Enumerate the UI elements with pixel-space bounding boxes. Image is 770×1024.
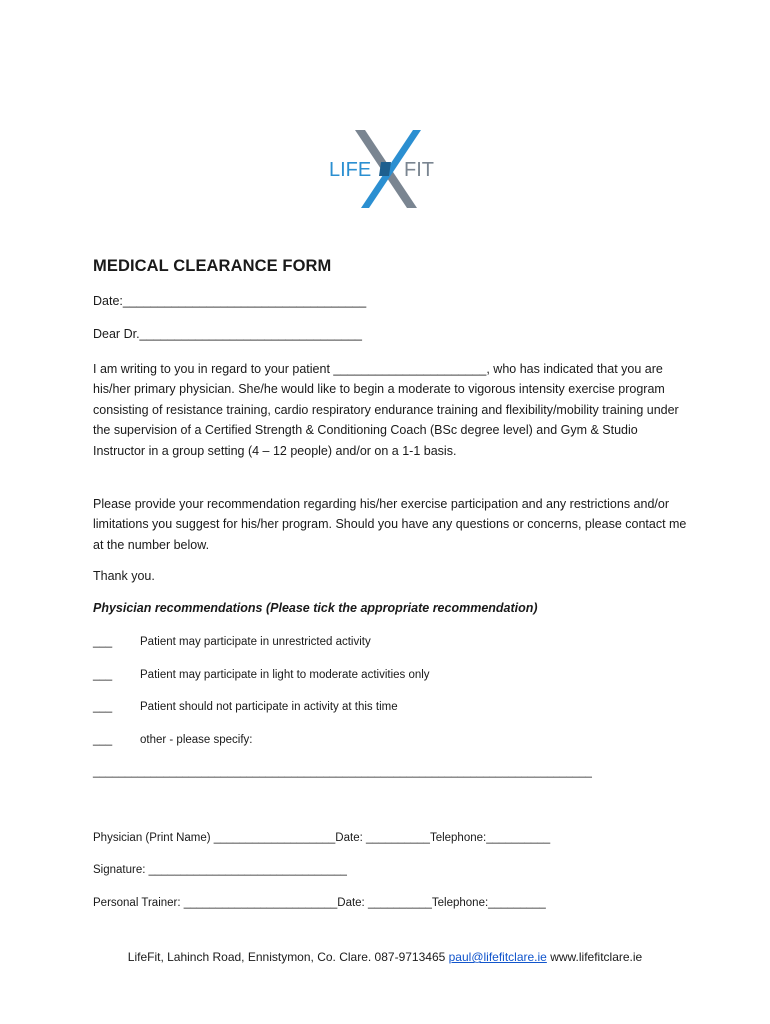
footer-website: www.lifefitclare.ie (546, 950, 643, 964)
lifefit-logo (325, 128, 445, 210)
option-blank: ___ (93, 636, 113, 648)
intro-paragraph-text: I am writing to you in regard to your patient ______________________, who has indicated that you are his/her primary physician. She/he would like to begin a moderate to vigorous intensity exercise program consisting of resistance training, cardio respiratory endurance training and flexibility/mobility training under the supervision of a Certified Strength & Conditioning Coach (BSc degree level) and Gym & Studio Instructor in a group setting (4 – 12 people) and/or on a 1-1 basis. (93, 362, 679, 458)
recommendations-heading: Physician recommendations (Please tick the appropriate recommendation) (93, 601, 538, 615)
option-blank: ___ (93, 701, 113, 713)
option-other (93, 734, 253, 746)
footer-address: LifeFit, Lahinch Road, Ennistymon, Co. Clare. 087-9713465 (127, 950, 449, 964)
option-label: Patient may participate in light to moderate activities only (140, 669, 430, 681)
logo-text-fit: FIT (404, 159, 434, 181)
footer-email-link[interactable]: paul@lifefitclare.ie (448, 950, 547, 964)
footer (0, 950, 770, 964)
option-label: other - please specify: (140, 734, 253, 746)
option-blank: ___ (93, 734, 113, 746)
lifefit-logo-mark (325, 128, 445, 210)
option-label: Patient may participate in unrestricted activity (140, 636, 371, 648)
logo-text-life: LIFE (329, 159, 372, 181)
option-unrestricted (93, 636, 371, 648)
option-blank: ___ (93, 669, 113, 681)
personal-trainer-line: Personal Trainer: ________________________Date: __________Telephone:_________ (93, 897, 546, 909)
option-no-activity (93, 701, 398, 713)
specify-line: ______________________________________________________________________________ (93, 766, 592, 778)
signature-line: Signature: _______________________________ (93, 864, 347, 876)
logo-center-accent (379, 162, 391, 176)
dear-doctor-line: Dear Dr.________________________________ (93, 327, 363, 341)
intro-paragraph (93, 359, 693, 461)
option-light-moderate (93, 669, 430, 681)
option-label: Patient should not participate in activity at this time (140, 701, 398, 713)
form-title: MEDICAL CLEARANCE FORM (93, 257, 332, 275)
date-field-line: Date:___________________________________ (93, 294, 367, 308)
physician-line: Physician (Print Name) ___________________Date: __________Telephone:__________ (93, 832, 551, 844)
request-paragraph (93, 494, 693, 555)
thank-you-text: Thank you. (93, 569, 155, 583)
request-paragraph-text: Please provide your recommendation regarding his/her exercise participation and any restrictions and/or limitations you suggest for his/her program. Should you have any questions or concerns, please contact me at the number below. (93, 497, 687, 552)
